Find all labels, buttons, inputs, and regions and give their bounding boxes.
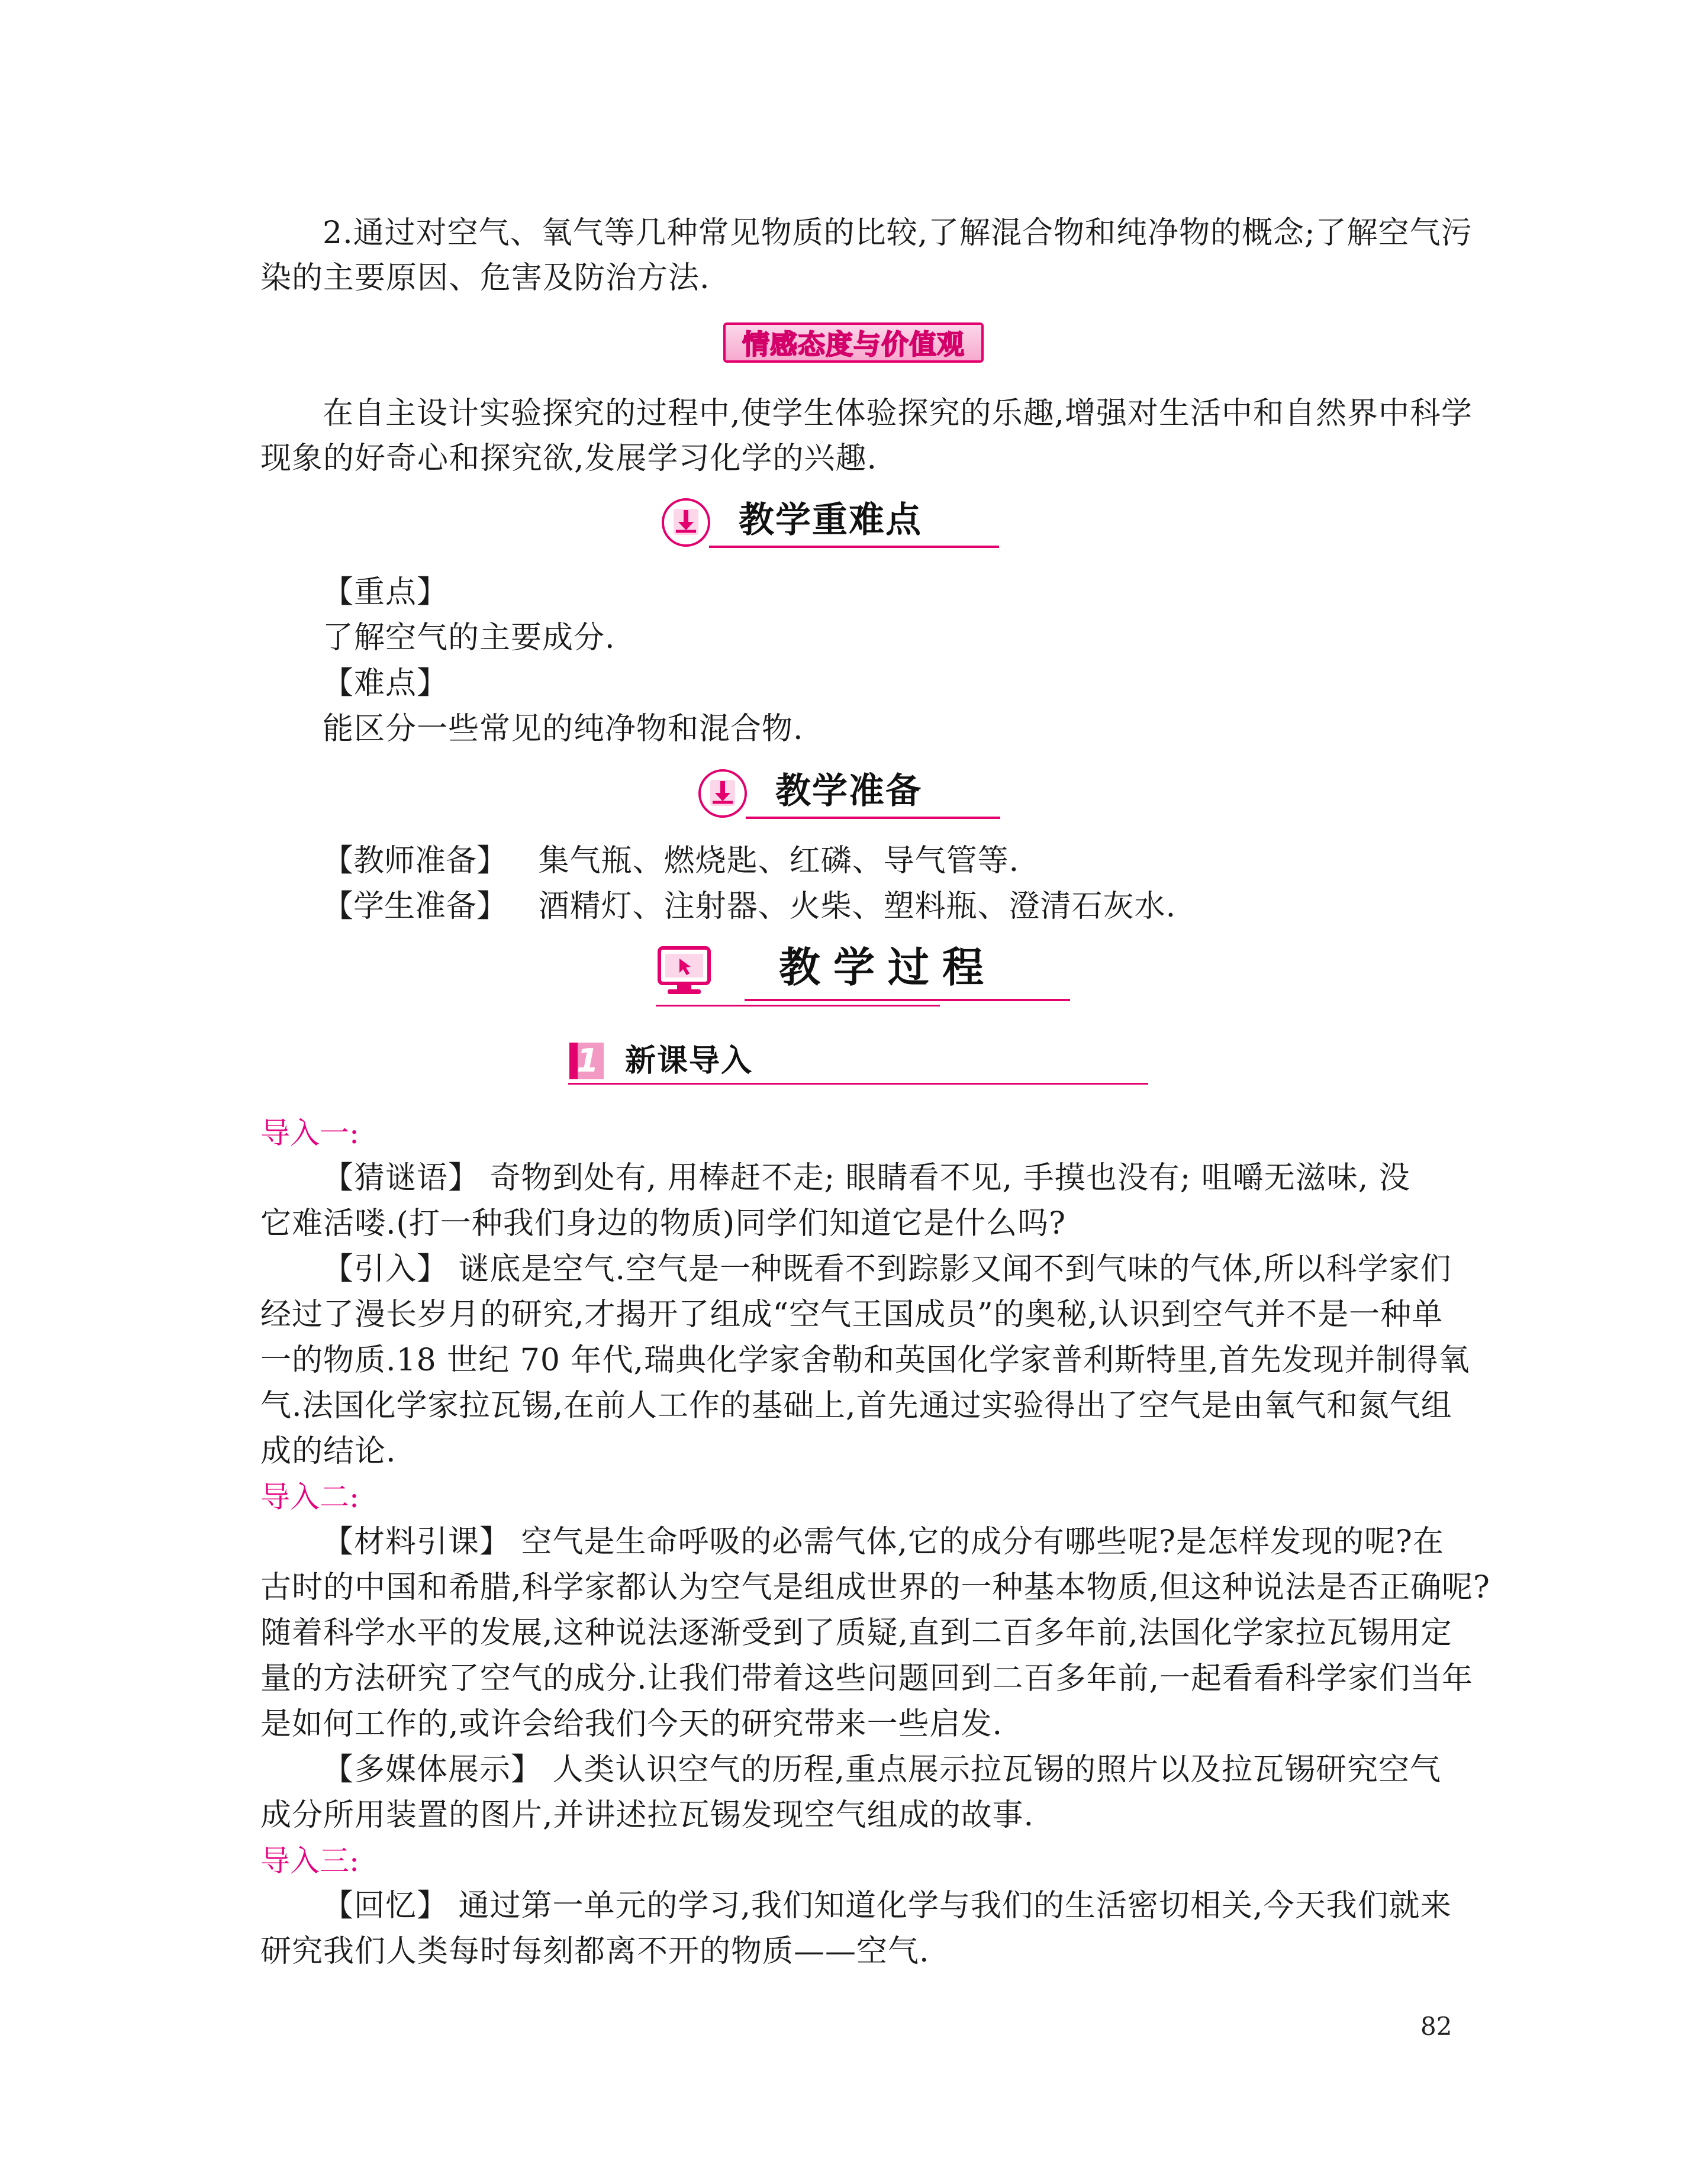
lead-line-4: 气.法国化学家拉瓦锡,在前人工作的基础上,首先通过实验得出了空气是由氧气和氮气组 bbox=[260, 1388, 1452, 1424]
difficulty-text: 能区分一些常见的纯净物和混合物. bbox=[323, 711, 804, 747]
material-line-2: 古时的中国和希腊,科学家都认为空气是组成世界的一种基本物质,但这种说法是否正确呢? bbox=[260, 1570, 1490, 1605]
download-arrow-icon bbox=[662, 498, 710, 547]
student-prep-label: 【学生准备】 bbox=[323, 889, 508, 924]
process-header bbox=[656, 941, 1070, 1006]
new-lesson-intro-title: 新课导入 bbox=[625, 1043, 753, 1079]
material-line-4: 量的方法研究了空气的成分.让我们带着这些问题回到二百多年前,一起看看科学家们当年 bbox=[260, 1661, 1474, 1696]
material-line-3: 随着科学水平的发展,这种说法逐渐受到了质疑,直到二百多年前,法国化学家拉瓦锡用定 bbox=[260, 1615, 1452, 1651]
emotion-attitude-tag bbox=[723, 322, 984, 363]
preparation-rule bbox=[746, 817, 1000, 819]
objective-2-line-2: 染的主要原因、危害及防治方法. bbox=[260, 260, 710, 296]
recall-line-1: 【回忆】 通过第一单元的学习,我们知道化学与我们的生活密切相关,今天我们就来 bbox=[323, 1888, 1452, 1924]
multimedia-line-1: 【多媒体展示】 人类认识空气的历程,重点展示拉瓦锡的照片以及拉瓦锡研究空气 bbox=[323, 1752, 1442, 1788]
number-badge bbox=[568, 1041, 605, 1080]
process-title: 教学过程 bbox=[779, 943, 997, 992]
lead-line-5: 成的结论. bbox=[260, 1434, 397, 1469]
student-prep-text: 酒精灯、注射器、火柴、塑料瓶、澄清石灰水. bbox=[538, 889, 1177, 924]
lead-line-1: 【引入】 谜底是空气.空气是一种既看不到踪影又闻不到气味的气体,所以科学家们 bbox=[323, 1251, 1452, 1287]
key-points-rule bbox=[709, 546, 999, 548]
multimedia-line-2: 成分所用装置的图片,并讲述拉瓦锡发现空气组成的故事. bbox=[260, 1798, 1035, 1833]
emotion-line-2: 现象的好奇心和探究欲,发展学习化学的兴趣. bbox=[260, 441, 878, 476]
objective-2-line-1: 2.通过对空气、氧气等几种常见物质的比较,了解混合物和纯净物的概念;了解空气污 bbox=[323, 215, 1473, 251]
teacher-prep-text: 集气瓶、燃烧匙、红磷、导气管等. bbox=[538, 843, 1020, 879]
riddle-line-1: 【猜谜语】 奇物到处有, 用棒赶不走; 眼睛看不见, 手摸也没有; 咀嚼无滋味, 没 bbox=[323, 1160, 1410, 1196]
intro-3-label: 导入三: bbox=[260, 1844, 359, 1878]
key-points-title: 教学重难点 bbox=[739, 499, 922, 541]
riddle-line-2: 它难活喽.(打一种我们身边的物质)同学们知道它是什么吗? bbox=[260, 1206, 1066, 1241]
download-arrow-icon bbox=[698, 769, 747, 818]
student-prep bbox=[323, 884, 1176, 929]
focus-label: 【重点】 bbox=[323, 575, 449, 610]
teacher-prep-label: 【教师准备】 bbox=[323, 843, 508, 879]
material-line-5: 是如何工作的,或许会给我们今天的研究带来一些启发. bbox=[260, 1706, 1003, 1742]
teacher-prep bbox=[323, 838, 1019, 883]
emotion-line-1: 在自主设计实验探究的过程中,使学生体验探究的乐趣,增强对生活中和自然界中科学 bbox=[323, 396, 1473, 431]
lead-line-2: 经过了漫长岁月的研究,才揭开了组成“空气王国成员”的奥秘,认识到空气并不是一种单 bbox=[260, 1297, 1444, 1333]
intro-2-label: 导入二: bbox=[260, 1480, 359, 1514]
process-rule-bottom bbox=[656, 1005, 940, 1006]
preparation-header bbox=[698, 769, 1000, 822]
recall-line-2: 研究我们人类每时每刻都离不开的物质——空气. bbox=[260, 1934, 930, 1969]
monitor-cursor-icon bbox=[656, 946, 713, 999]
new-lesson-intro-rule bbox=[568, 1083, 1148, 1085]
material-line-1: 【材料引课】 空气是生命呼吸的必需气体,它的成分有哪些呢?是怎样发现的呢?在 bbox=[323, 1524, 1444, 1560]
preparation-title: 教学准备 bbox=[775, 770, 922, 812]
number-badge-label: 1 bbox=[576, 1042, 599, 1079]
intro-1-label: 导入一: bbox=[260, 1116, 359, 1150]
lead-line-3: 一的物质.18 世纪 70 年代,瑞典化学家舍勒和英国化学家普利斯特里,首先发现并制得氧 bbox=[260, 1343, 1470, 1378]
focus-text: 了解空气的主要成分. bbox=[323, 620, 616, 656]
emotion-attitude-tag-label: 情感态度与价值观 bbox=[742, 328, 965, 360]
process-rule-top bbox=[745, 999, 1070, 1001]
new-lesson-intro-header bbox=[568, 1041, 1148, 1089]
key-points-header bbox=[662, 498, 999, 551]
difficulty-label: 【难点】 bbox=[323, 666, 449, 701]
page-number: 82 bbox=[1420, 2012, 1452, 2041]
